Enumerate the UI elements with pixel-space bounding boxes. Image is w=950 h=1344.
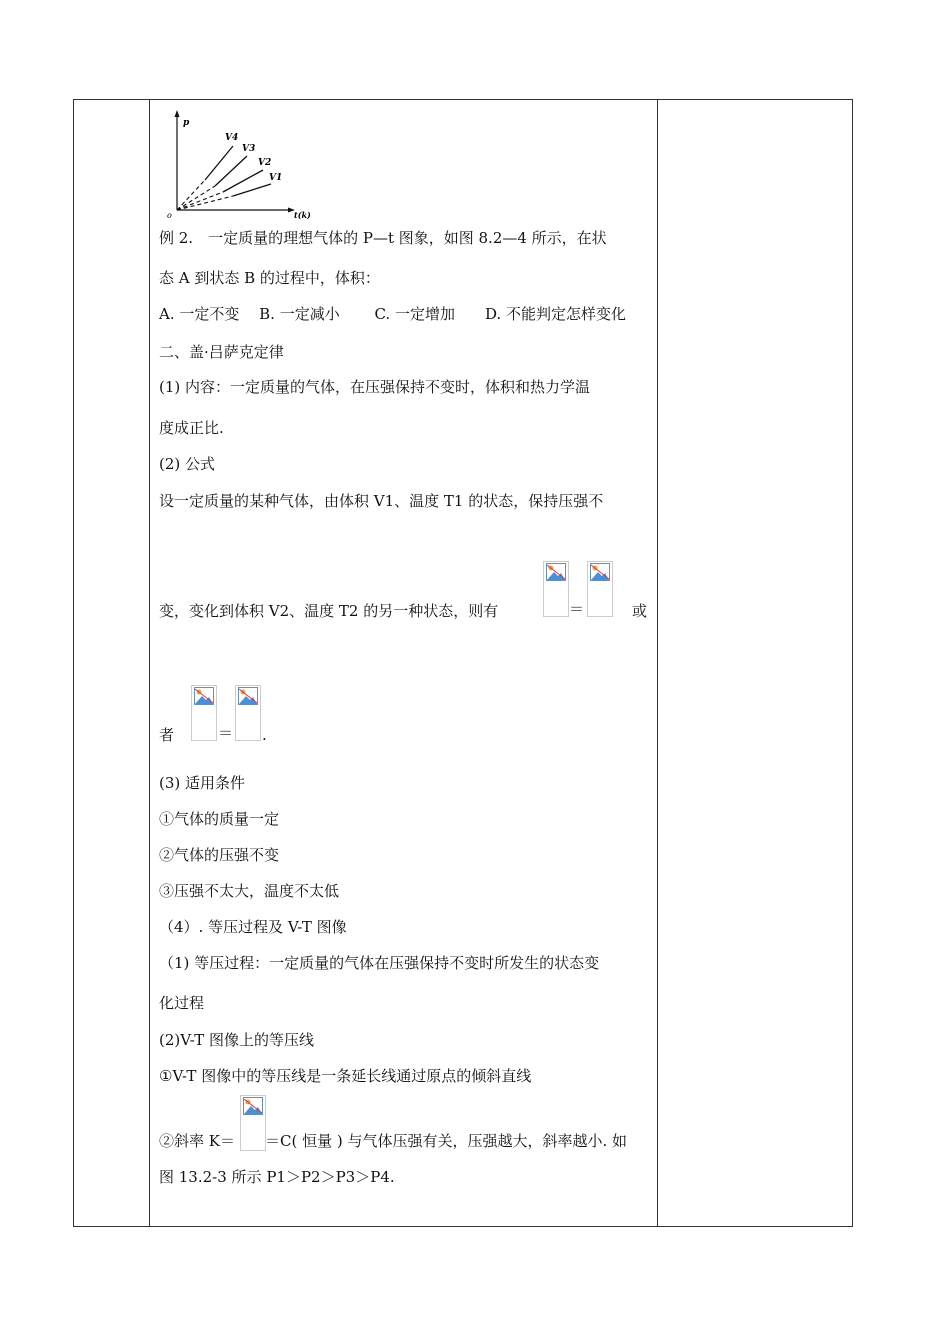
- formula-line2: 变，变化到体积 V2、温度 T2 的另一种状态，则有: [159, 602, 499, 620]
- broken-image-icon: [238, 687, 258, 705]
- curve-v2-dashed: [177, 192, 223, 210]
- or-text: 或: [632, 602, 648, 620]
- isobaric-line2: 化过程: [159, 994, 205, 1012]
- formula-image-t1-t2: [235, 685, 261, 741]
- curve-label-v3: V3: [242, 144, 256, 154]
- equals-sign: ＝: [569, 600, 585, 618]
- y-axis-arrow: [175, 110, 180, 117]
- formula-image-v2-t2: [587, 561, 613, 617]
- vt-line3: 图 13.2-3 所示 P1＞P2＞P3＞P4.: [159, 1168, 395, 1186]
- broken-image-icon: [546, 563, 566, 581]
- content-line2: 度成正比.: [159, 419, 224, 437]
- pt-graph-figure: [163, 106, 311, 220]
- condition-3: ③压强不太大，温度不太低: [159, 882, 340, 900]
- formula-line1: 设一定质量的某种气体，由体积 V1、温度 T1 的状态，保持压强不: [159, 492, 604, 510]
- example-question-line1: 例 2. 一定质量的理想气体的 P—t 图象，如图 8.2—4 所示，在状: [159, 229, 607, 247]
- example-question-line2: 态 A 到状态 B 的过程中，体积：: [159, 269, 380, 287]
- curve-v3-dashed: [177, 186, 215, 210]
- broken-image-icon: [590, 563, 610, 581]
- content-line1: (1) 内容：一定质量的气体，在压强保持不变时，体积和热力学温: [159, 378, 591, 396]
- formula-image-v1-t1: [543, 561, 569, 617]
- period: .: [262, 726, 267, 744]
- zhe-text: 者: [159, 726, 175, 744]
- formula-image-v1-v2: [191, 685, 217, 741]
- curve-label-v4: V4: [225, 133, 239, 143]
- formula-heading: (2) 公式: [159, 455, 216, 473]
- vt-line2-prefix: ②斜率 K＝: [159, 1132, 235, 1150]
- section4-heading: （4）. 等压过程及 V-T 图像: [159, 918, 347, 936]
- conditions-heading: (3) 适用条件: [159, 774, 246, 792]
- origin-label: o: [167, 211, 172, 220]
- curve-v4: [205, 146, 233, 180]
- vt-line1: ①V-T 图像中的等压线是一条延长线通过原点的倾斜直线: [159, 1067, 532, 1085]
- y-axis-label: p: [183, 118, 190, 128]
- vt-heading: (2)V-T 图像上的等压线: [159, 1031, 315, 1049]
- condition-1: ①气体的质量一定: [159, 810, 280, 828]
- column-divider-left: [149, 100, 150, 1226]
- broken-image-icon: [243, 1097, 263, 1115]
- section-heading-gay-lussac: 二、盖·吕萨克定律: [159, 343, 284, 361]
- curve-label-v1: V1: [269, 173, 283, 183]
- broken-image-icon: [194, 687, 214, 705]
- x-axis-label: t(k): [294, 210, 311, 220]
- curve-v1: [233, 184, 271, 196]
- column-divider-right: [657, 100, 658, 1226]
- vt-line2-suffix: ＝C( 恒量 ) 与气体压强有关，压强越大，斜率越小. 如: [265, 1132, 628, 1150]
- curve-v1-dashed: [177, 196, 233, 210]
- equals-sign: ＝: [218, 724, 234, 742]
- isobaric-line1: （1) 等压过程：一定质量的气体在压强保持不变时所发生的状态变: [159, 954, 600, 972]
- formula-image-v-t: [240, 1095, 266, 1151]
- example-options: A. 一定不变 B. 一定减小 C. 一定增加 D. 不能判定怎样变化: [159, 305, 626, 323]
- condition-2: ②气体的压强不变: [159, 846, 280, 864]
- curve-label-v2: V2: [258, 158, 272, 168]
